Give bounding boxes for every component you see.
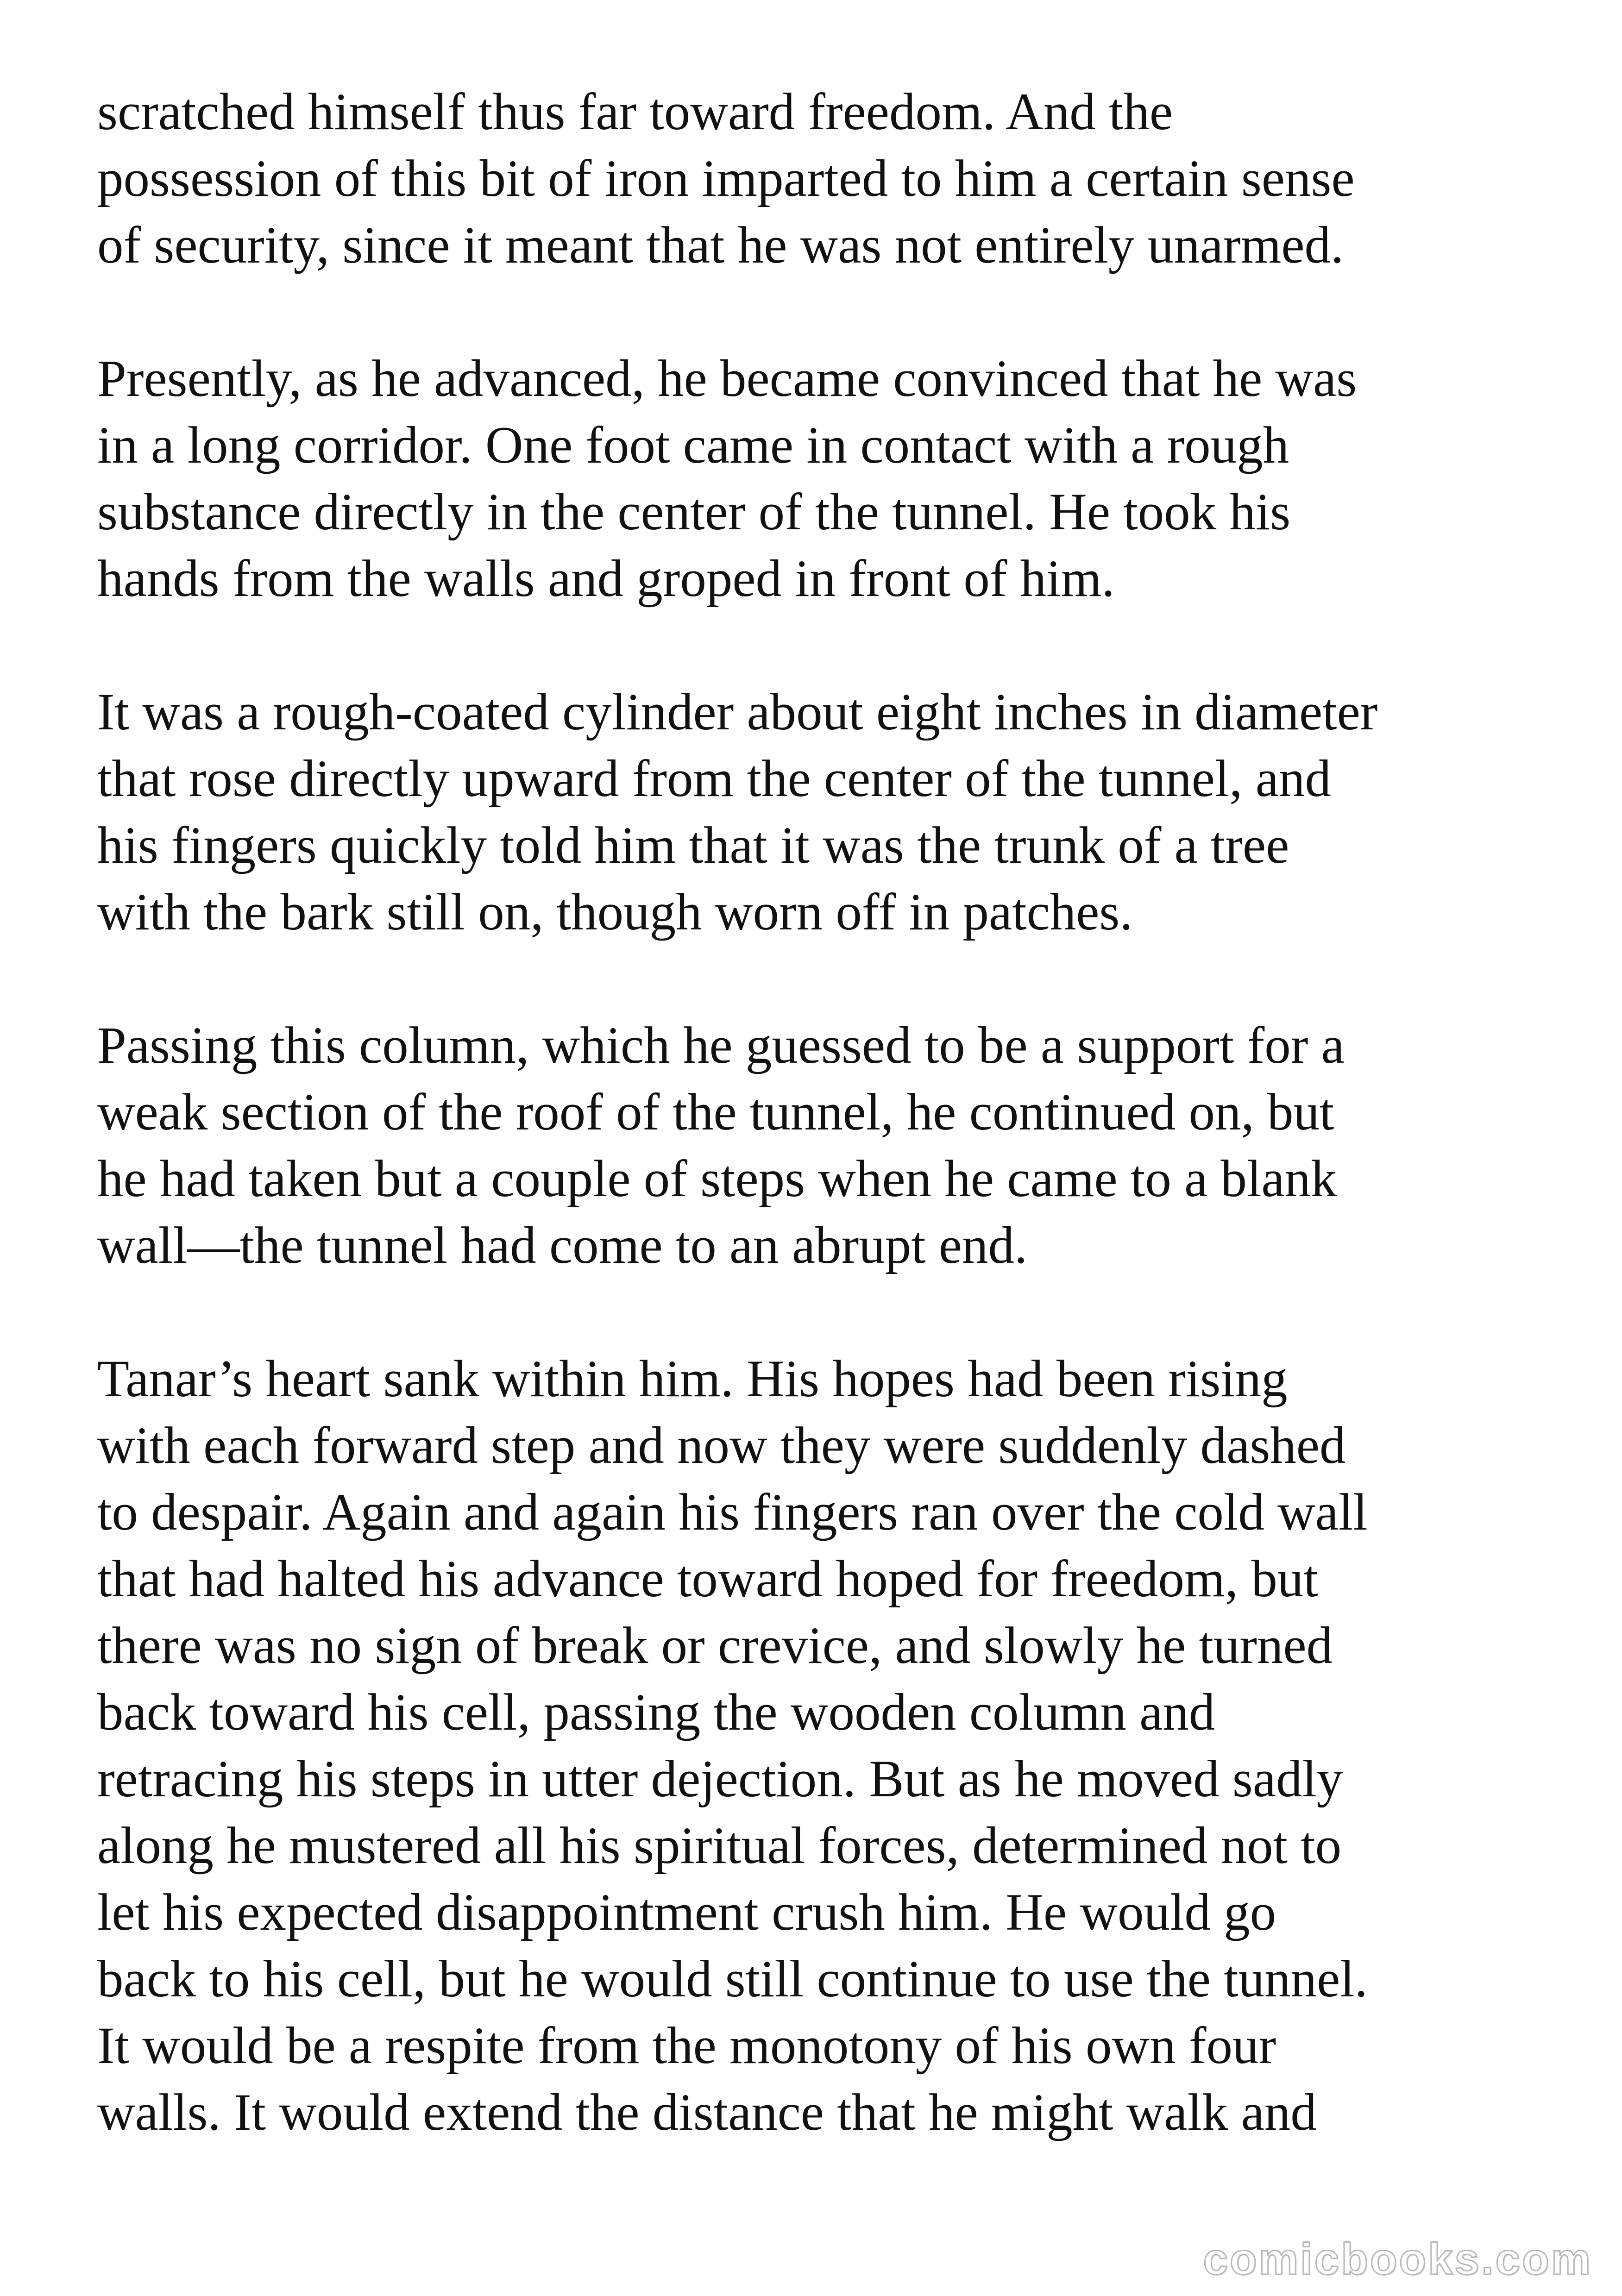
text-line: of security, since it meant that he was not entirely unarmed. <box>97 216 1344 274</box>
text-line: with each forward step and now they were suddenly dashed <box>97 1417 1346 1474</box>
text-line: wall—the tunnel had come to an abrupt end. <box>97 1217 1028 1274</box>
text-line: back to his cell, but he would still continue to use the tunnel. <box>97 1950 1368 2008</box>
body-text <box>97 79 1552 2213</box>
text-line: Passing this column, which he guessed to be a support for a <box>97 1016 1345 1074</box>
text-line: It would be a respite from the monotony of his own four <box>97 2017 1276 2075</box>
text-line: substance directly in the center of the tunnel. He took his <box>97 483 1291 541</box>
text-line: weak section of the roof of the tunnel, he continued on, but <box>97 1083 1334 1141</box>
text-line: It was a rough-coated cylinder about eight inches in diameter <box>97 683 1378 741</box>
text-line: scratched himself thus far toward freedom. And the <box>97 83 1173 141</box>
paragraph-2 <box>97 345 1552 612</box>
text-line: with the bark still on, though worn off in patches. <box>97 883 1133 941</box>
text-line: Presently, as he advanced, he became convinced that he was <box>97 350 1357 408</box>
text-line: back toward his cell, passing the wooden column and <box>97 1683 1215 1741</box>
paragraph-3 <box>97 679 1552 946</box>
paragraph-1 <box>97 79 1552 279</box>
text-line: there was no sign of break or crevice, and slowly he turned <box>97 1617 1333 1675</box>
text-line: retracing his steps in utter dejection. But as he moved sadly <box>97 1750 1343 1808</box>
text-line: his fingers quickly told him that it was the trunk of a tree <box>97 816 1289 874</box>
paragraph-4 <box>97 1012 1552 1279</box>
text-line: hands from the walls and groped in front of him. <box>97 550 1115 608</box>
text-line: to despair. Again and again his fingers ran over the cold wall <box>97 1483 1368 1541</box>
text-line: he had taken but a couple of steps when he came to a blank <box>97 1150 1337 1208</box>
watermark: comicbooks.com <box>1203 2234 1592 2284</box>
text-line: that had halted his advance toward hoped for freedom, but <box>97 1550 1318 1608</box>
text-line: possession of this bit of iron imparted to him a certain sense <box>97 150 1355 207</box>
text-line: along he mustered all his spiritual forces, determined not to <box>97 1817 1342 1875</box>
text-line: that rose directly upward from the center of the tunnel, and <box>97 750 1331 808</box>
text-line: let his expected disappointment crush him. He would go <box>97 1883 1276 1941</box>
paragraph-5 <box>97 1346 1552 2146</box>
text-line: in a long corridor. One foot came in contact with a rough <box>97 416 1289 474</box>
text-line: Tanar’s heart sank within him. His hopes had been rising <box>97 1350 1288 1408</box>
text-line: walls. It would extend the distance that he might walk and <box>97 2083 1317 2141</box>
